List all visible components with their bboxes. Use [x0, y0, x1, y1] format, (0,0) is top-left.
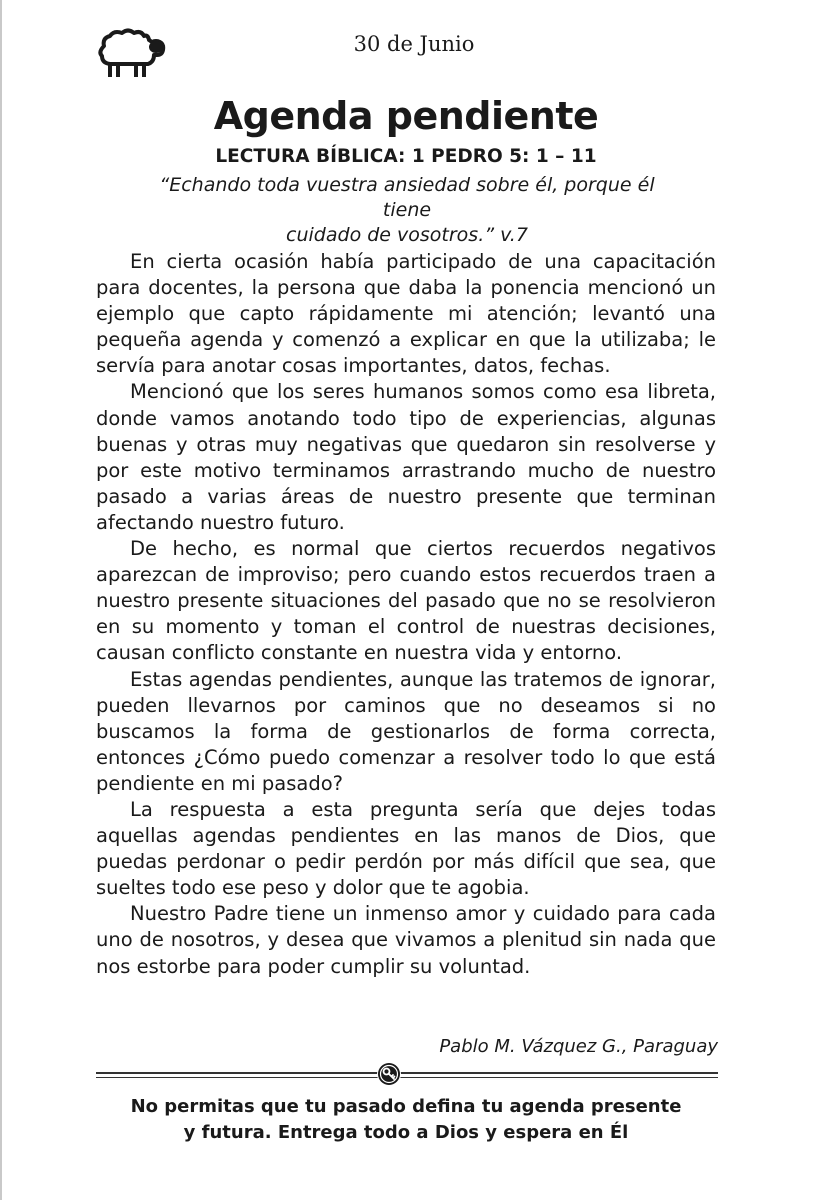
- closing-thought-line-2: y futura. Entrega todo a Dios y espera en Él: [183, 1122, 629, 1143]
- paragraph: La respuesta a esta pregunta sería que dejes todas aquellas agendas pendientes en las manos de Dios, que puedas perdonar o pedir perdón por más difícil que sea, que sueltes todo ese peso y dolor que te agobia.: [96, 797, 716, 900]
- bible-reading: LECTURA BÍBLICA: 1 PEDRO 5: 1 – 11: [215, 146, 597, 167]
- paragraph: En cierta ocasión había participado de una capacitación para docentes, la persona que daba la ponencia mencionó un ejemplo que capto rápidamente mi atención; levantó una pequeña agenda y comenzó a explicar en que la utilizaba; le servía para anotar cosas importantes, datos, fechas.: [96, 250, 716, 378]
- section-divider: [96, 1062, 718, 1086]
- page-date: 30 de Junio: [353, 32, 475, 56]
- divider-line: [96, 1072, 718, 1074]
- divider-line: [96, 1077, 718, 1078]
- devotional-body: [96, 249, 716, 980]
- closing-thought-line-1: No permitas que tu pasado defina tu agenda presente: [130, 1096, 682, 1117]
- key-verse-line-1: “Echando toda vuestra ansiedad sobre él, porque él tiene: [159, 174, 655, 221]
- key-verse: [152, 173, 662, 248]
- paragraph: Estas agendas pendientes, aunque las tratemos de ignorar, pueden llevarnos por caminos que no deseamos si no buscamos la forma de gestionarlos de forma correcta, entonces ¿Cómo puedo comenzar a resolver todo lo que está pendiente en mi pasado?: [96, 667, 716, 795]
- key-verse-line-2: cuidado de vosotros.” v.7: [286, 224, 528, 246]
- closing-thought: [2, 1094, 810, 1146]
- author-signature: Pablo M. Vázquez G., Paraguay: [439, 1036, 718, 1057]
- paragraph: Nuestro Padre tiene un inmenso amor y cuidado para cada uno de nosotros, y desea que vivamos a plenitud sin nada que nos estorbe para poder cumplir su voluntad.: [96, 902, 716, 978]
- paragraph: Mencionó que los seres humanos somos como esa libreta, donde vamos anotando todo tipo de experiencias, algunas buenas y otras muy negativas que quedaron sin resolverse y por este motivo terminamos arrastrando mucho de nuestro pasado a varias áreas de nuestro presente que terminan afectando nuestro futuro.: [96, 380, 716, 534]
- page-title: Agenda pendiente: [213, 94, 599, 138]
- paragraph: De hecho, es normal que ciertos recuerdos negativos aparezcan de improviso; pero cuando estos recuerdos traen a nuestro presente situaciones del pasado que no se resolvieron en su momento y toman el control de nuestras decisiones, causan conflicto constante en nuestra vida y entorno.: [96, 537, 716, 665]
- key-icon: [377, 1062, 401, 1086]
